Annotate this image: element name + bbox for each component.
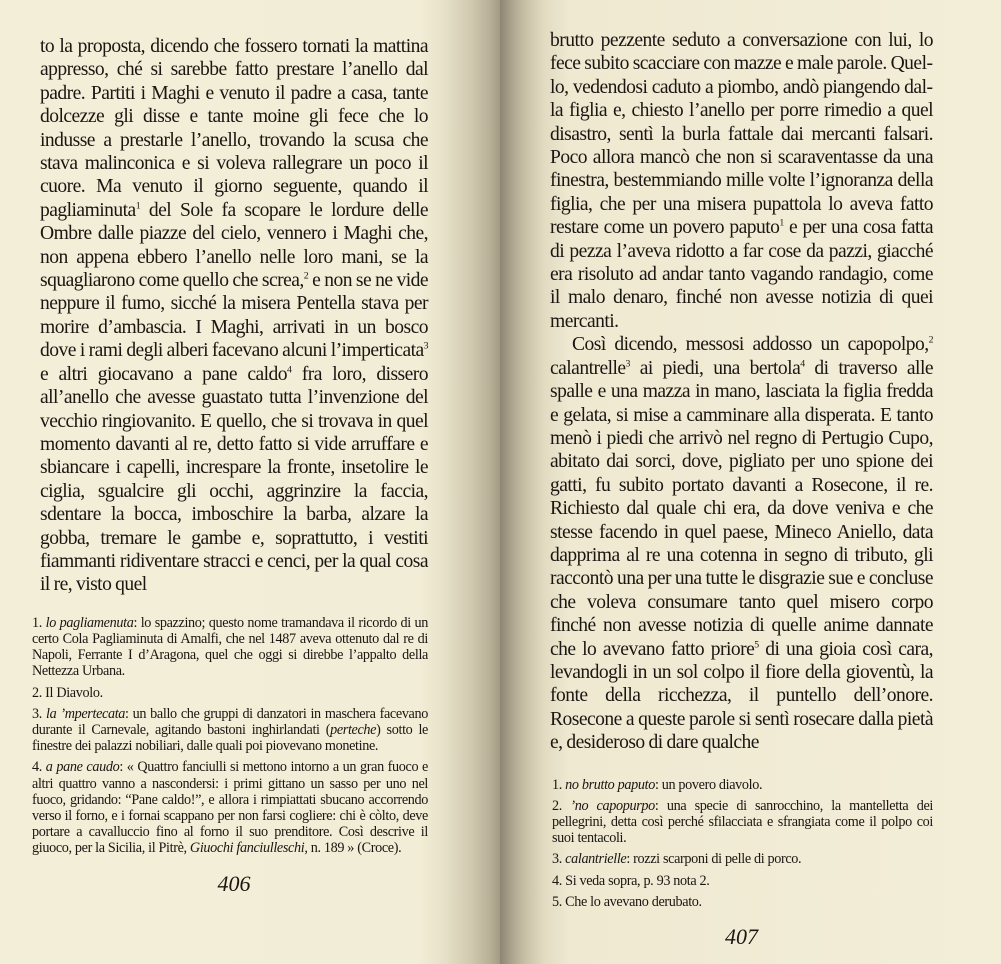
footnote-1 [32,615,428,680]
right-footnotes [552,777,933,910]
text-run: ) sotto le finestre dei palazzi nobiliari, dalle quali poi piovevano monetine. [32,721,428,755]
italic-term: la ’mpertecata [45,705,126,722]
text-run: : rozzi scarponi di pelle di porco. [626,851,802,868]
left-page [0,0,500,964]
footnote-2 [32,685,428,701]
text-run: 3. [552,851,562,868]
footnote-ref[interactable]: 5 [754,639,759,651]
text-run: Così dicendo, messosi addosso un capopolpo, [572,334,929,356]
italic-term: no brutto paputo [565,776,655,793]
footnote-4 [32,759,428,856]
text-run: to la proposta, dicendo che fossero tornati la mattina appresso, ché si sarebbe fatto prestare l’anello dal padre. Partiti i Maghi e venuto il padre a casa, tante dolcezze gli disse e tante moine gli fece che lo indusse a prestarle l’anello, trovando la scusa che stava malinconica e si voleva rallegrare un poco il cuore. Ma venuto il giorno seguente, quando il pagliaminuta [40,36,428,221]
right-paragraph-2 [550,333,933,754]
left-footnotes [32,615,428,857]
italic-term: a pane caudo [45,759,120,776]
text-run: : una specie di sanrocchino, la mantelletta dei pellegrini, detta così perché sfilacciata e sfrangiata come il polpo coi suoi tentacoli. [552,797,933,847]
footnote-ref[interactable]: 4 [800,358,805,370]
text-run: e altri giocavano a pane caldo [40,363,288,385]
footnote-ref[interactable]: 2 [303,270,309,282]
text-run: e per una cosa fatta di pezza l’aveva ridotto a far cose da pazzi, giacché era risoluto ad andar tanto vagando randagio, come il malo denaro, finché non avesse notizia di quei mercanti. [550,217,933,332]
text-run: Si veda sopra, p. 93 nota 2. [565,872,710,889]
footnote-ref[interactable]: 3 [625,358,630,370]
text-run: Che lo avevano derubato. [565,893,702,910]
text-run: del Sole fa scopare le lordure delle Ombre dalle piazze del cielo, vennero i Maghi che, non appena ebbero l’anello nelle loro mani, se la squagliarono come quello che screa, [40,199,428,292]
footnote-ref[interactable]: 4 [287,364,292,376]
left-body-text [40,35,428,597]
footnote-5 [552,894,933,910]
italic-term: ’no capopurpo [570,797,655,814]
footnote-ref[interactable]: 1 [779,217,784,229]
italic-term: calantrielle [565,851,627,868]
text-run: brutto pezzente seduto a conversazione con lui, lo fece subito scacciare con mazze e male parole. Quello, vedendosi caduto a piombo, andò piangendo dalla figlia e, chiesto l’anello per porre rimedio a quel disastro, sentì la burla fattale dai mercanti falsari. Poco allora mancò che non si scaraventasse da una finestra, bestemmiando mille volte l’ignoranza della figlia, che per una misera pupattola lo aveva fatto restare come un povero paputo [550,30,933,239]
text-run: 3. [32,705,42,722]
text-run: fra loro, dissero all’anello che avesse guastato tutta l’invenzione del vecchio ringiovanito. E quello, che si trovava in quel momento davanti al re, detto fatto si vide arruffare e sbiancare i capelli, increspare la fronte, insetolire le ciglia, sgualcire gli occhi, aggrinzire la faccia, sdentare la bocca, imboschire la barba, alzare la gobba, tremare le gambe e, soprattutto, i vestiti fiammanti ridiventare stracci e cenci, per la qual cosa il re, visto quel [40,363,428,596]
text-run: di traverso alle spalle e una mazza in mano, lasciata la figlia fredda e gelata, si mise a camminare alla disperata. E tanto menò i piedi che arrivò nel regno di Pertugio Cupo, abitato dai sorci, dove, pigliato per uno spione dei gatti, fu subito portato davanti a Rosecone, il re. Richiesto dal quale chi era, da dove veniva e che stesse facendo in quel paese, Mineco Aniello, data dapprima al re una cotenna in segno di tributo, gli raccontò una per una tutte le disgrazie sue e concluse che voleva consumare tanto quel misero corpo finché non avesse notizia di quelle anime dannate che lo avevano fatto priore [550,357,933,660]
text-run: 4. [552,872,562,889]
footnote-3 [552,851,933,867]
footnote-ref[interactable]: 2 [928,334,933,346]
text-run: 1. [32,614,42,631]
text-run: Il Diavolo. [45,684,103,701]
text-run: : un povero diavolo. [654,776,763,793]
text-run: 1. [552,776,562,793]
page-number-right: 407 [725,924,758,950]
italic-term: lo pagliamenuta [45,614,134,631]
footnote-1 [552,777,933,793]
footnote-4 [552,873,933,889]
text-run: : lo spazzino; questo nome tramandava il ricordo di un certo Cola Pagliaminuta di Amalfi, che nel 1487 aveva ottenuto dal re di Napoli, Ferrante I d’Aragona, quel che oggi si direbbe l’appalto della Nettezza Urbana. [32,614,429,680]
right-body-text [550,29,933,755]
footnote-ref[interactable]: 3 [423,340,428,352]
italic-term: perteche [330,721,377,738]
footnote-3 [32,706,428,755]
text-run: 5. [552,893,562,910]
page-number-left: 406 [217,870,251,896]
italic-term: Giuochi fanciulleschi [189,840,305,857]
left-paragraph-1 [40,35,428,597]
right-paragraph-1 [550,29,933,333]
text-run: ai piedi, una bertola [629,357,801,379]
text-run: di una gioia così cara, levandogli in un sol colpo il fiore della gioventù, la fonte della ricchezza, il puntello dell’onore. Rosecone a queste parole si sentì rosecare dalla pietà e, desideroso di dare qualche [550,638,933,754]
text-run: 4. [32,759,42,776]
text-run: : un ballo che gruppi di danzatori in maschera facevano durante il Carnevale, agitando bastoni inghirlandati ( [32,705,428,738]
text-run: e non se ne vide neppure il fumo, sicché la misera Pentella stava per morire d’ambascia. I Maghi, arrivati in un bosco dove i rami degli alberi facevano alcuni l’imperticata [40,270,428,362]
right-page [500,0,1001,964]
footnote-2 [552,798,933,847]
footnote-ref[interactable]: 1 [135,200,141,212]
text-run: , n. 189 » (Croce). [304,840,402,857]
text-run: 2. [32,684,42,701]
text-run: 2. [552,797,562,814]
text-run: calantrelle [550,357,626,379]
text-run: : « Quattro fanciulli si mettono intorno a un gran fuoco e altri quattro vanno a nascondersi: i primi gittano un sasso per uno nel fuoco, gridando: “Pane caldo!”, e allora i rimpiattati sbucano accorrendo verso il forno, e i fornai scappano per non farsi cogliere: chi è còlto, deve portare a cavalluccio fino al forno il suo prenditore. Così descrive il giuoco, per la Sicilia, il Pitrè, [32,759,428,857]
